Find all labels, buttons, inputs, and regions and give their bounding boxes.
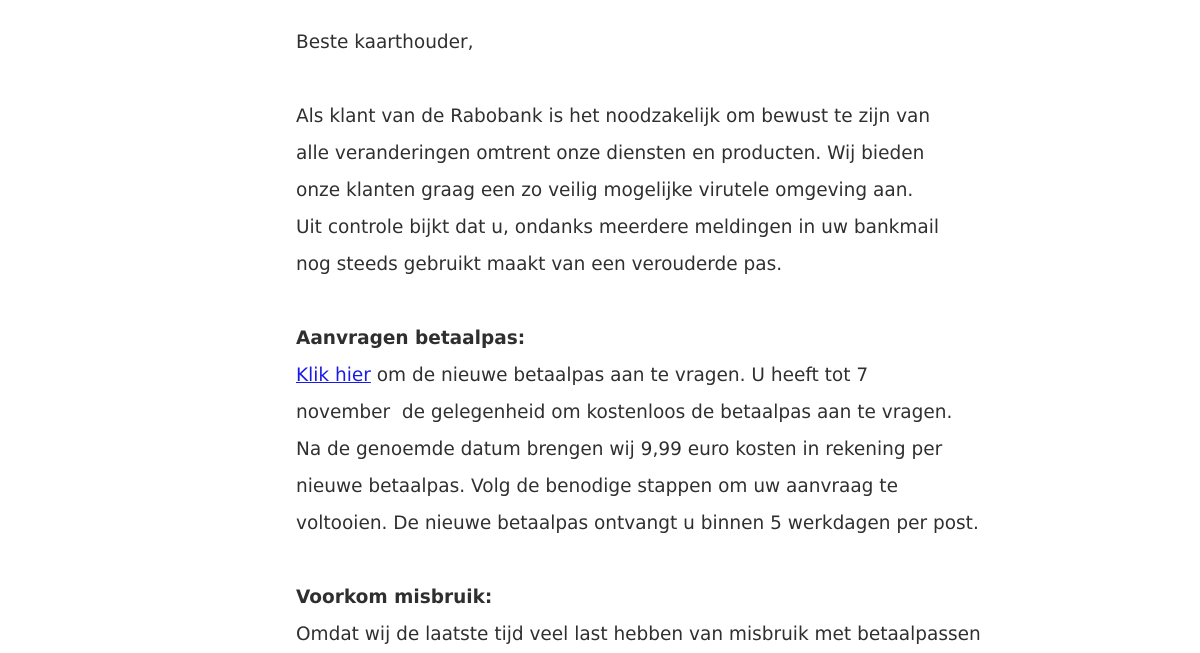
spacer [296,61,1156,98]
section-line-text: om de nieuwe betaalpas aan te vragen. U heeft tot 7 [370,365,869,386]
section-heading-betaalpas: Aanvragen betaalpas: [296,328,526,349]
intro-line: Als klant van de Rabobank is het noodzakelijk om bewust te zijn van [296,106,931,127]
spacer [296,283,1156,320]
email-body [296,24,1156,653]
section-line: voltooien. De nieuwe betaalpas ontvangt u binnen 5 werkdagen per post. [296,513,979,534]
section-heading-misbruik: Voorkom misbruik: [296,587,493,608]
intro-line: Uit controle bijkt dat u, ondanks meerdere meldingen in uw bankmail [296,217,940,238]
click-here-link[interactable]: Klik hier [296,365,371,386]
intro-line: onze klanten graag een zo veilig mogelijke virutele omgeving aan. [296,180,914,201]
section-line [296,357,1156,394]
greeting: Beste kaarthouder, [296,32,474,53]
section-line: Na de genoemde datum brengen wij 9,99 euro kosten in rekening per [296,439,943,460]
section-line: november de gelegenheid om kostenloos de betaalpas aan te vragen. [296,402,953,423]
spacer [296,542,1156,579]
intro-line: nog steeds gebruikt maakt van een verouderde pas. [296,254,783,275]
section-line: Omdat wij de laatste tijd veel last hebben van misbruik met betaalpassen [296,624,981,645]
section-line: nieuwe betaalpas. Volg de benodige stappen om uw aanvraag te [296,476,898,497]
intro-line: alle veranderingen omtrent onze diensten en producten. Wij bieden [296,143,925,164]
